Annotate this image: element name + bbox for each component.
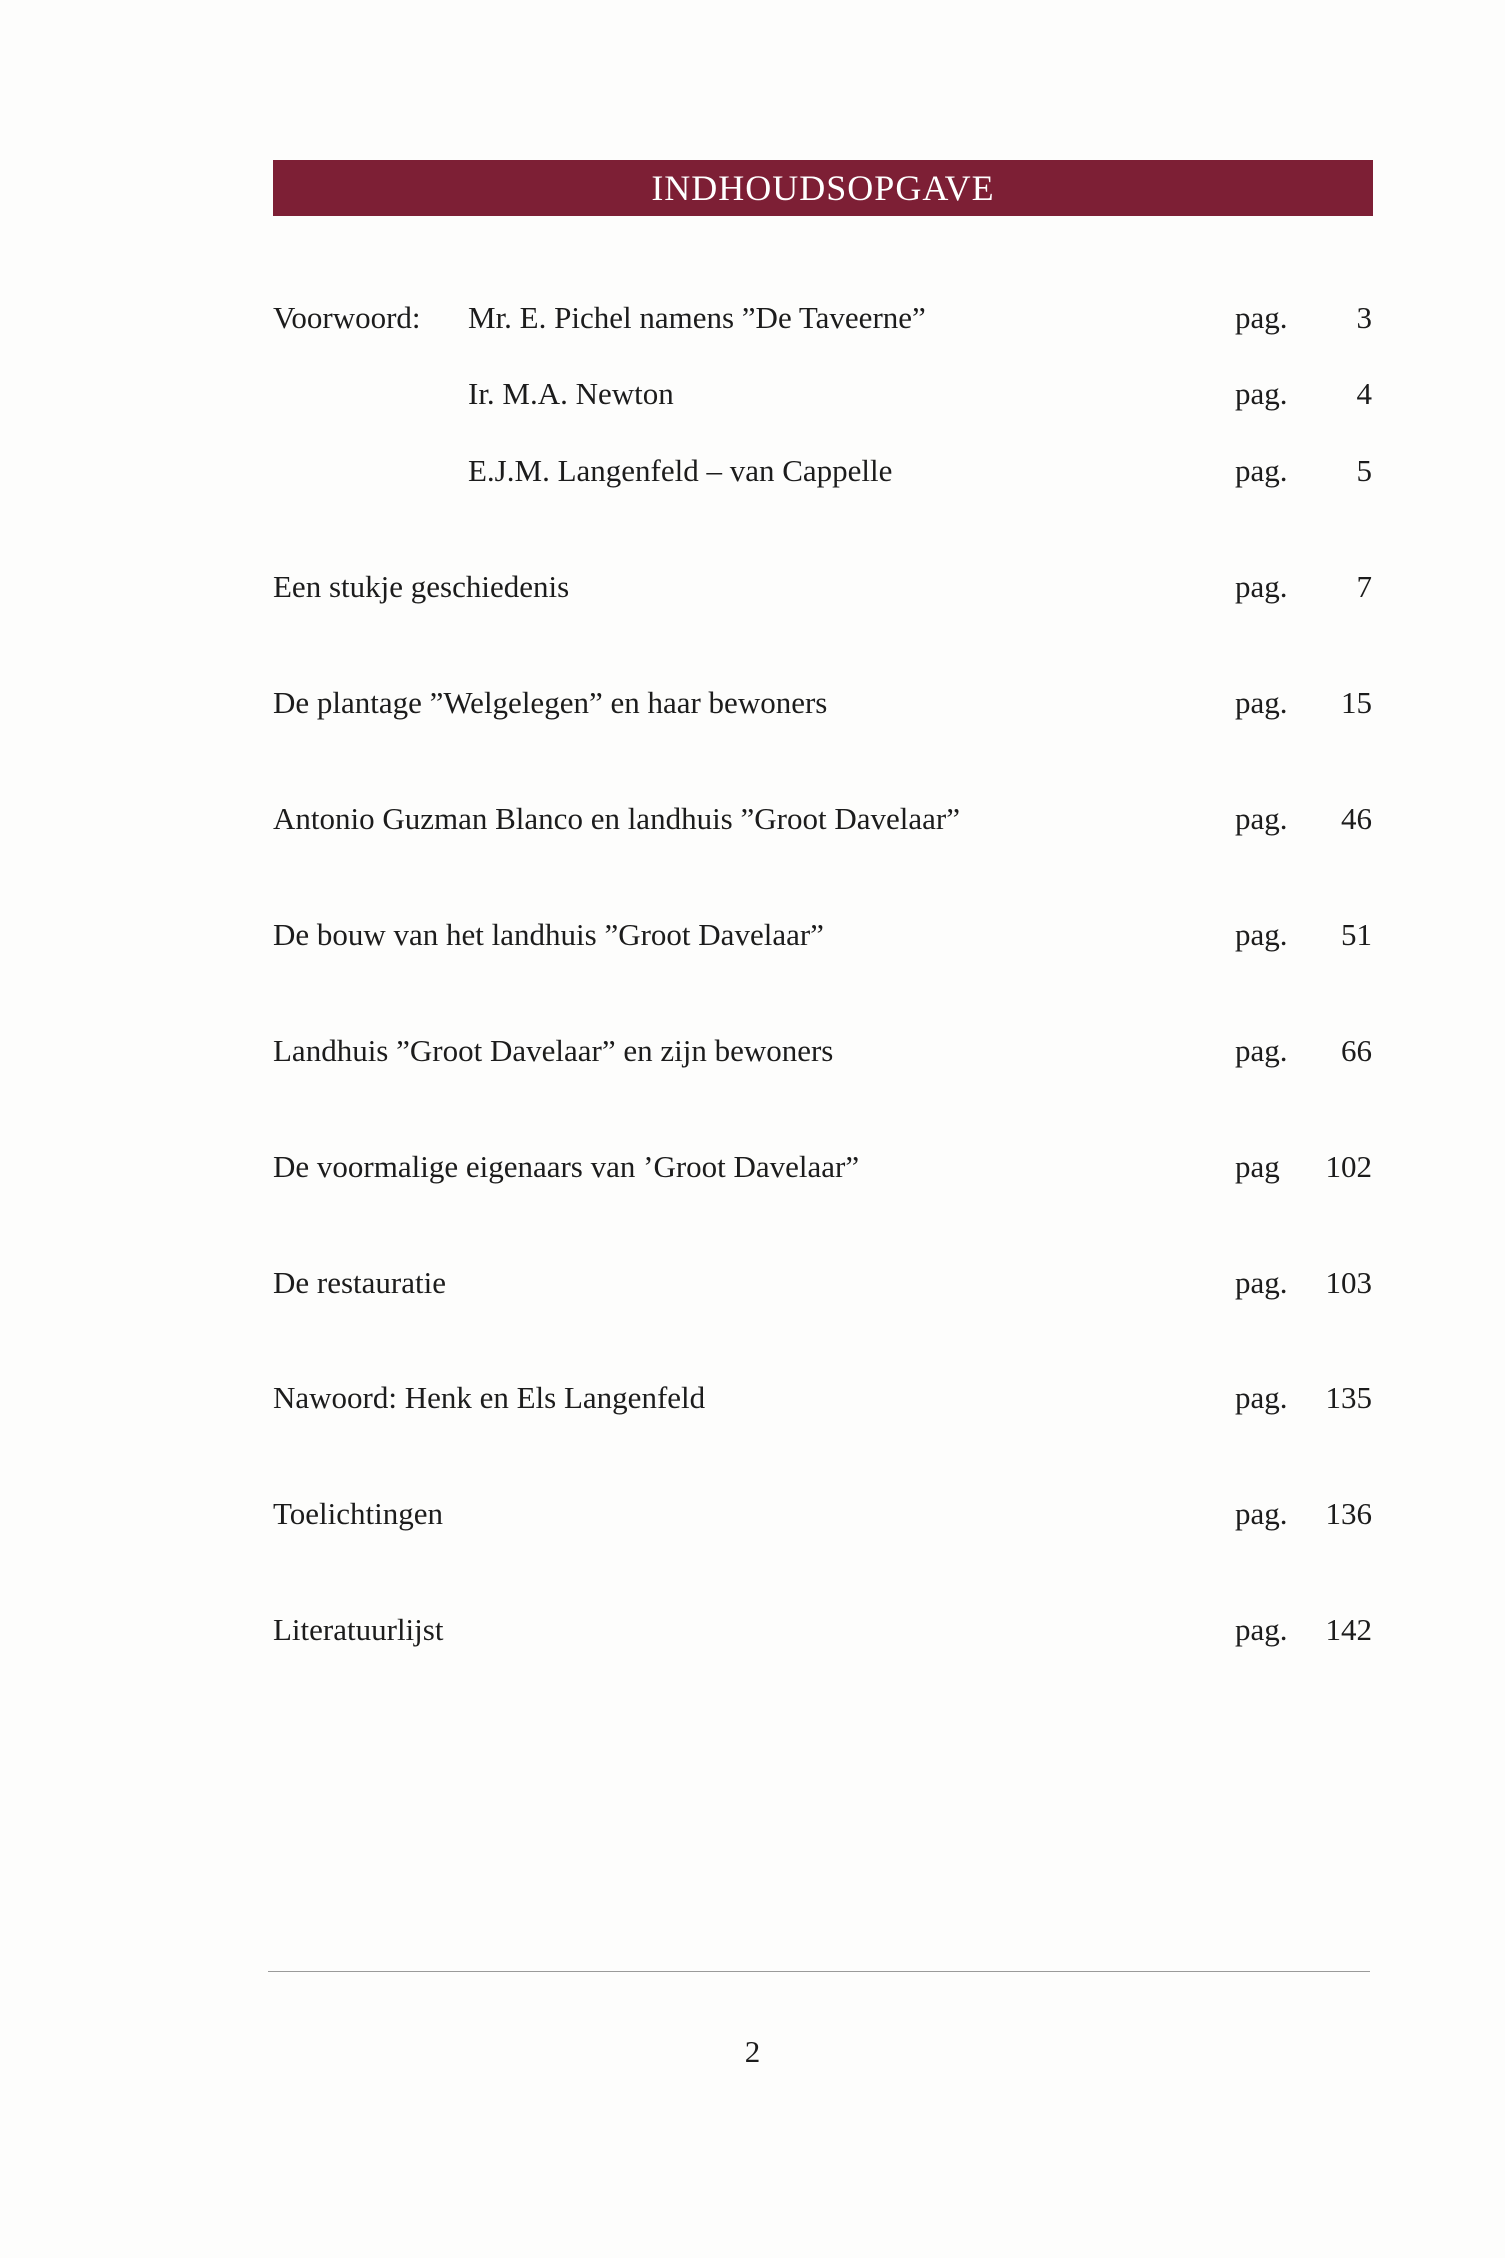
toc-pag-label: pag. (1235, 1380, 1288, 1415)
toc-page-number: 136 (1325, 1496, 1372, 1531)
toc-page-number: 46 (1341, 801, 1372, 836)
toc-pag-label: pag (1235, 1149, 1280, 1184)
toc-page-number: 103 (1325, 1265, 1372, 1300)
toc-entry-title: Mr. E. Pichel namens ”De Taveerne” (468, 300, 926, 335)
toc-page-number: 135 (1325, 1380, 1372, 1415)
toc-page-number: 5 (1356, 453, 1372, 488)
toc-entry-voorwoord-2[interactable] (0, 372, 1505, 416)
toc-pag-label: pag. (1235, 376, 1288, 411)
toc-entry[interactable] (0, 1492, 1505, 1536)
toc-entry[interactable] (0, 1261, 1505, 1305)
toc-entry-title: De plantage ”Welgelegen” en haar bewoners (273, 685, 828, 720)
toc-entry-voorwoord-1[interactable] (0, 296, 1505, 340)
toc-pag-label: pag. (1235, 1612, 1288, 1647)
toc-entry[interactable] (0, 1376, 1505, 1420)
toc-entry[interactable] (0, 1145, 1505, 1189)
toc-page-number: 142 (1325, 1612, 1372, 1647)
toc-entry-title: E.J.M. Langenfeld – van Cappelle (468, 453, 893, 488)
toc-page-number: 102 (1325, 1149, 1372, 1184)
footer-divider (268, 1971, 1370, 1972)
toc-entry-title: Antonio Guzman Blanco en landhuis ”Groot Davelaar” (273, 801, 960, 836)
toc-page-number: 7 (1356, 569, 1372, 604)
toc-pag-label: pag. (1235, 801, 1288, 836)
toc-entry[interactable] (0, 913, 1505, 957)
toc-entry-title: Literatuurlijst (273, 1612, 444, 1647)
toc-entry[interactable] (0, 565, 1505, 609)
toc-entry[interactable] (0, 1608, 1505, 1652)
toc-entry-title: Landhuis ”Groot Davelaar” en zijn bewoners (273, 1033, 834, 1068)
toc-entry-title: Nawoord: Henk en Els Langenfeld (273, 1380, 706, 1415)
toc-pag-label: pag. (1235, 300, 1288, 335)
toc-entry[interactable] (0, 681, 1505, 725)
toc-pag-label: pag. (1235, 1033, 1288, 1068)
toc-entry-voorwoord-3[interactable] (0, 449, 1505, 493)
toc-entry[interactable] (0, 797, 1505, 841)
toc-page-number: 51 (1341, 917, 1372, 952)
toc-entry-title: De voormalige eigenaars van ’Groot Davelaar” (273, 1149, 860, 1184)
toc-pag-label: pag. (1235, 569, 1288, 604)
toc-entry-title: Toelichtingen (273, 1496, 444, 1531)
toc-entry-title: Een stukje geschiedenis (273, 569, 570, 604)
toc-pag-label: pag. (1235, 685, 1288, 720)
toc-entry[interactable] (0, 1029, 1505, 1073)
toc-page-number: 15 (1341, 685, 1372, 720)
toc-pag-label: pag. (1235, 1265, 1288, 1300)
page-title: INDHOUDSOPGAVE (651, 168, 995, 208)
voorwoord-label: Voorwoord: (273, 300, 421, 335)
toc-entry-title: De restauratie (273, 1265, 446, 1300)
page-number: 2 (744, 2034, 761, 2069)
toc-page-number: 66 (1341, 1033, 1372, 1068)
toc-entry-title: De bouw van het landhuis ”Groot Davelaar” (273, 917, 824, 952)
toc-page-number: 4 (1356, 376, 1372, 411)
toc-entry-title: Ir. M.A. Newton (468, 376, 674, 411)
toc-pag-label: pag. (1235, 1496, 1288, 1531)
toc-pag-label: pag. (1235, 453, 1288, 488)
toc-pag-label: pag. (1235, 917, 1288, 952)
toc-page-number: 3 (1356, 300, 1372, 335)
